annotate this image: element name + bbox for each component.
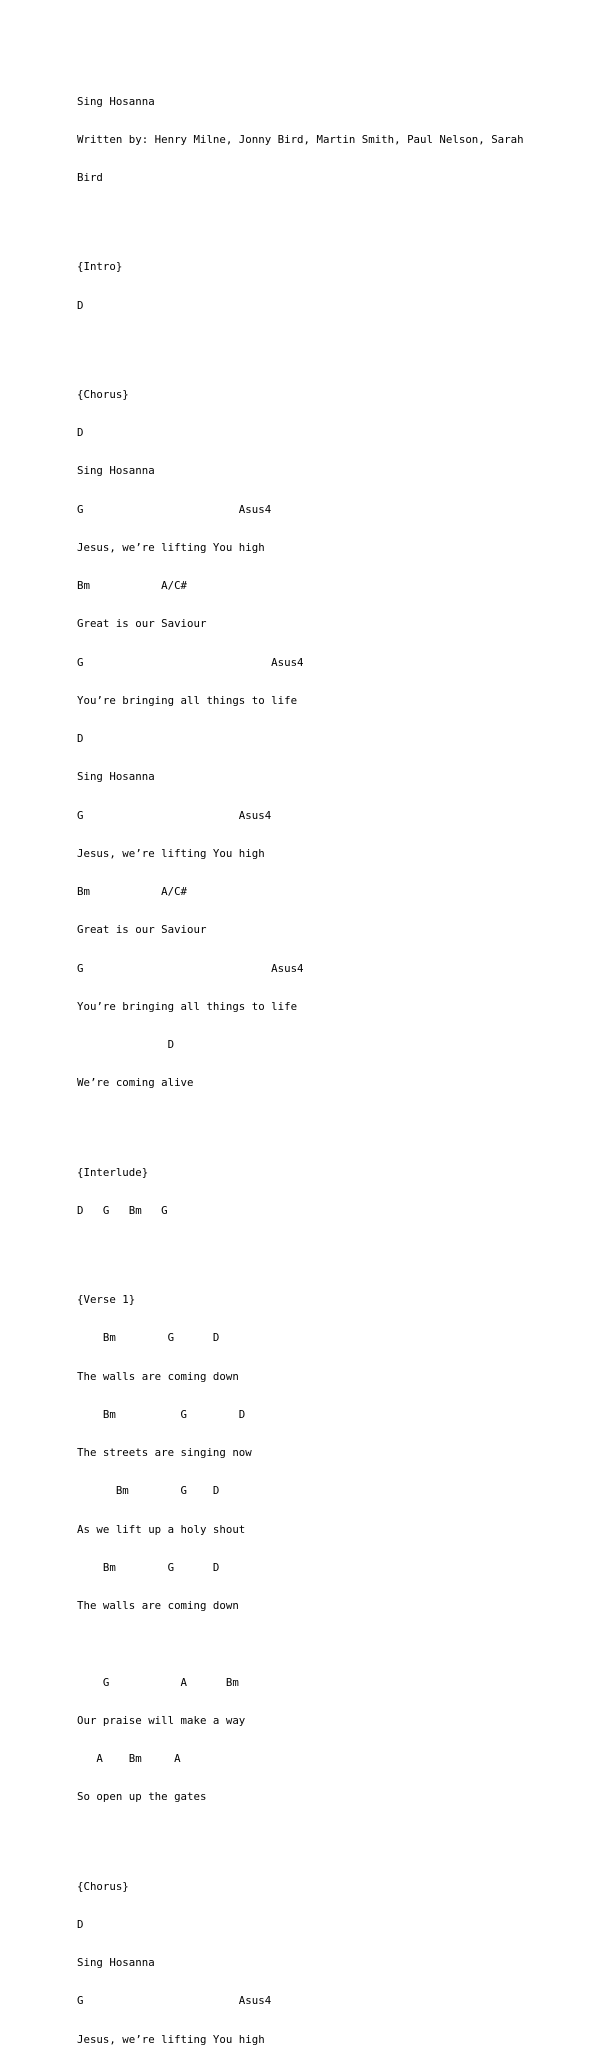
chord-line: Bm G D bbox=[77, 1331, 220, 1345]
chord-line: G A Bm bbox=[77, 1675, 239, 1689]
lyric-line: The walls are coming down bbox=[77, 1369, 239, 1383]
chord-line: G Asus4 bbox=[77, 1994, 272, 2008]
chord-line: D G Bm G bbox=[77, 1203, 168, 1217]
chord-line: D bbox=[77, 732, 84, 745]
section-label-chorus: {Chorus} bbox=[77, 387, 129, 401]
chord-line: D bbox=[77, 426, 84, 439]
lyric-line: You’re bringing all things to life bbox=[77, 693, 298, 707]
chord-line: G Asus4 bbox=[77, 808, 272, 822]
lyric-line: Great is our Saviour bbox=[77, 923, 207, 937]
chord-line: Bm G D bbox=[77, 1560, 220, 1574]
lyric-line: Jesus, we’re lifting You high bbox=[77, 540, 265, 554]
chord-line: G Asus4 bbox=[77, 502, 272, 516]
blank-line bbox=[77, 1638, 547, 1651]
chord-line: Bm A/C# bbox=[77, 579, 188, 592]
chord-line: G Asus4 bbox=[77, 961, 304, 975]
lyric-line: Sing Hosanna bbox=[77, 464, 155, 478]
lyric-line: Jesus, we’re lifting You high bbox=[77, 2032, 265, 2046]
chord-line: D bbox=[77, 1038, 175, 1051]
chord-line: G Asus4 bbox=[77, 655, 304, 669]
chord-line: D bbox=[77, 1917, 84, 1931]
chord-line: A Bm A bbox=[77, 1752, 181, 1765]
blank-line bbox=[77, 1243, 547, 1256]
section-label-chorus: {Chorus} bbox=[77, 1879, 129, 1893]
blank-line bbox=[77, 210, 547, 223]
lyric-line: The walls are coming down bbox=[77, 1599, 239, 1612]
song-title: Sing Hosanna bbox=[77, 94, 155, 108]
blank-line bbox=[77, 1116, 547, 1129]
chord-sheet bbox=[77, 70, 547, 2072]
chord-line: D bbox=[77, 298, 84, 312]
lyric-line: You’re bringing all things to life bbox=[77, 999, 298, 1013]
section-label-intro: {Intro} bbox=[77, 260, 123, 274]
lyric-line: Jesus, we’re lifting You high bbox=[77, 846, 265, 860]
lyric-line: As we lift up a holy shout bbox=[77, 1522, 246, 1536]
song-credits: Written by: Henry Milne, Jonny Bird, Martin Smith, Paul Nelson, Sarah bbox=[77, 132, 524, 146]
chord-line: Bm G D bbox=[77, 1484, 220, 1498]
song-credits-continued: Bird bbox=[77, 171, 103, 184]
lyric-line: Sing Hosanna bbox=[77, 770, 155, 784]
lyric-line: So open up the gates bbox=[77, 1790, 207, 1804]
section-label-interlude: {Interlude} bbox=[77, 1165, 149, 1179]
blank-line bbox=[77, 338, 547, 351]
lyric-line: Great is our Saviour bbox=[77, 617, 207, 631]
section-label-verse-1: {Verse 1} bbox=[77, 1293, 136, 1306]
lyric-line: Sing Hosanna bbox=[77, 1956, 155, 1969]
lyric-line: The streets are singing now bbox=[77, 1446, 252, 1459]
lyric-line: Our praise will make a way bbox=[77, 1713, 246, 1727]
chord-line: Bm G D bbox=[77, 1407, 246, 1421]
chord-line: Bm A/C# bbox=[77, 885, 188, 898]
blank-line bbox=[77, 1830, 547, 1843]
lyric-line: We’re coming alive bbox=[77, 1076, 194, 1090]
